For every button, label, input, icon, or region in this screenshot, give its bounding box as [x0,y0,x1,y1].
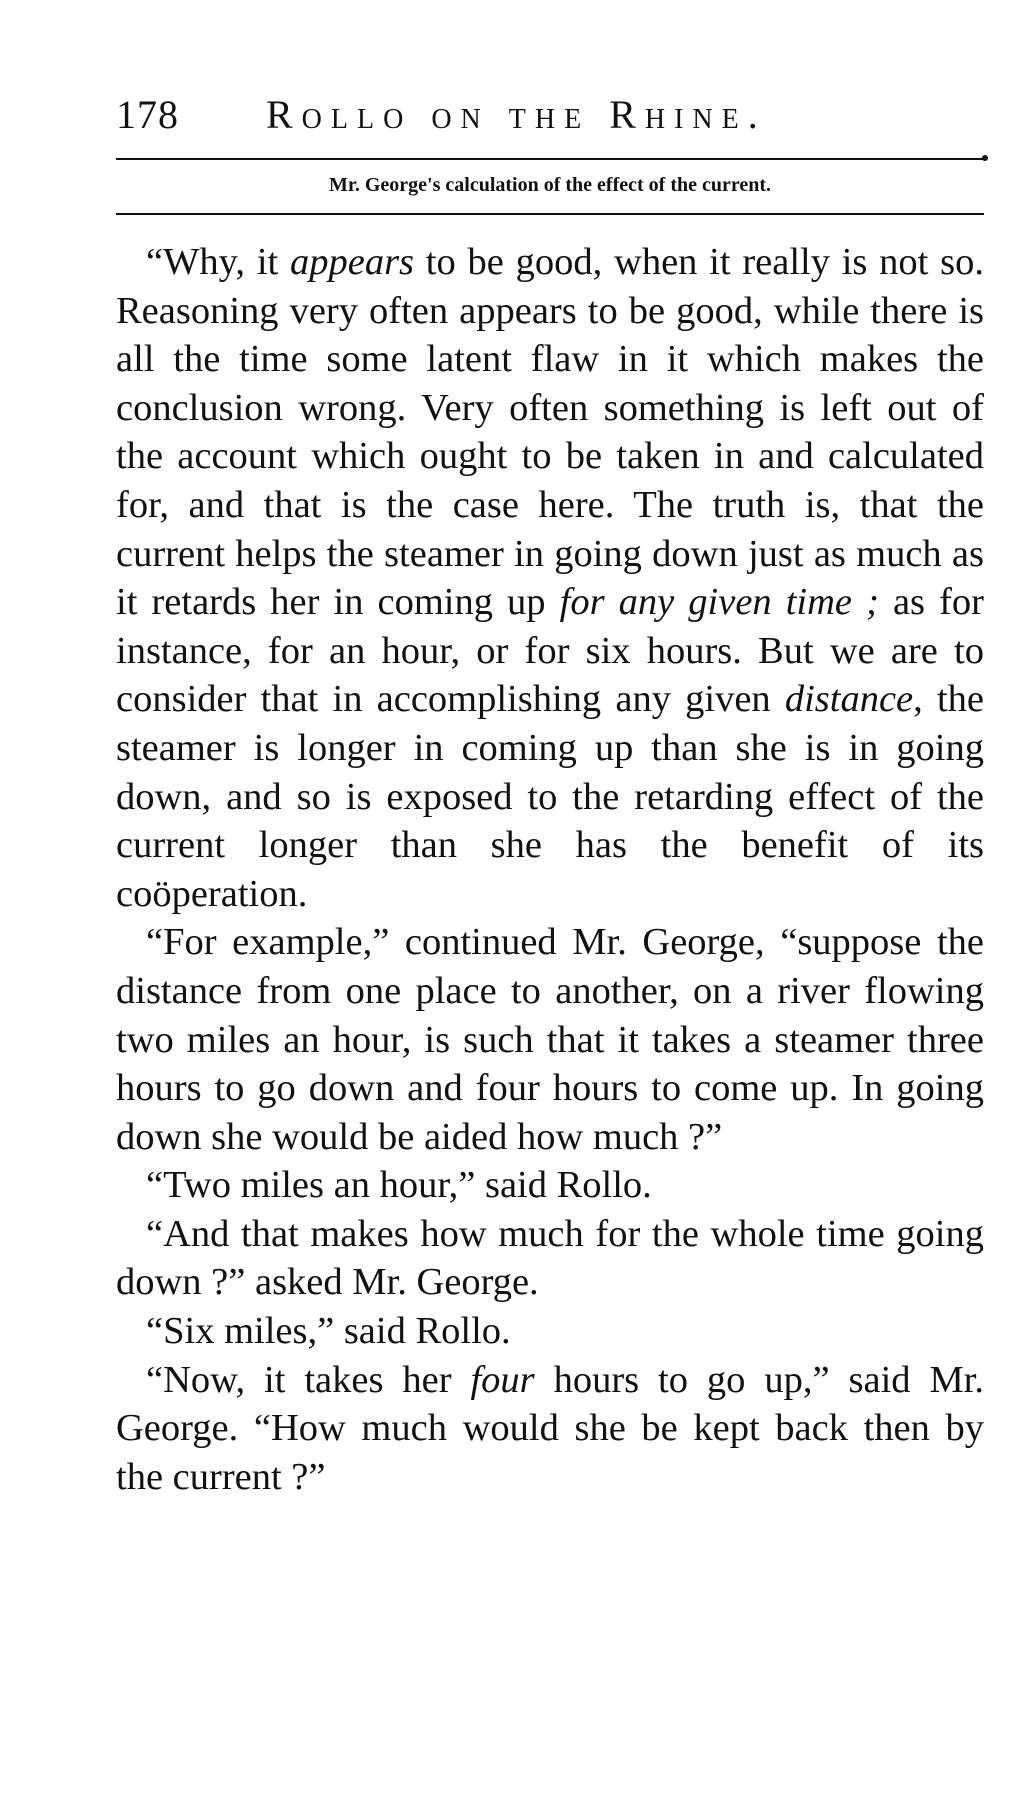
text-run: to be good, when it really is not so. Reasoning very often appears to be good, while there is all the time some latent flaw in it which makes the conclusion wrong. Very often something is left out of the account which ought to be taken in and calculated for, and that is the case here. The truth is, that the current helps the steamer in going down just as much as it retards her in coming up [116,241,984,624]
italic-text: four [470,1358,535,1401]
running-head [116,90,984,140]
paragraph [116,1356,984,1502]
text-run: “And that makes how much for the whole time going down ?” asked Mr. George. [116,1212,984,1304]
paragraph [116,1307,984,1356]
italic-text: appears [289,241,415,283]
section-caption: Mr. George's calculation of the effect of the current. [328,174,772,196]
italic-text: for any given time ; [559,581,879,624]
header-rule-bottom [116,213,984,215]
text-run: “Now, it takes her [146,1358,471,1401]
text-run: “Six miles,” said Rollo. [146,1310,511,1353]
book-title: Rollo on the Rhine. [266,92,767,137]
page-number: 178 [116,92,179,137]
paragraph [116,238,984,918]
paragraph [116,1161,984,1210]
italic-text: distance [784,678,914,721]
text-run: “Why, it [146,241,290,283]
body-text [116,238,984,1501]
text-run: “Two miles an hour,” said Rollo. [146,1164,652,1207]
text-run: “For example,” continued Mr. George, “suppose the distance from one place to another, on a river flowing two miles an hour, is such that it takes a steamer three hours to go down and four hours to come up. In going down she would be aided how much ?” [116,921,984,1158]
text-run: hours to go up,” said Mr. George. “How much would she be kept back then by the current ?” [116,1358,984,1498]
rule-end-dot [982,155,988,161]
paragraph [116,918,984,1161]
paragraph [116,1210,984,1307]
text-run: as for instance, for an hour, or for six hours. But we are to consider that in accomplishing any given [116,581,985,721]
text-run: , the steamer is longer in coming up than she is in going down, and so is exposed to the retarding effect of the current longer than she has the benefit of its coöperation. [116,678,984,915]
header-rule-top [116,158,984,160]
